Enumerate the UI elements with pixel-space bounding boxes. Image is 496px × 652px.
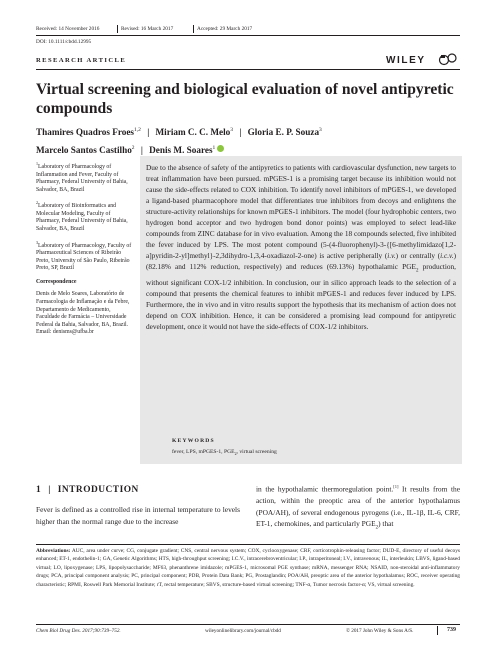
divider [437, 626, 438, 635]
author-name[interactable]: Miriam C. C. Melo [155, 127, 231, 138]
affiliation-item: $^3$Laboratory of Pharmacology, Faculty of Pharmaceutical Sciences of Ribeirão Preto, University of São Paulo, Ribeirão Preto, SP, Brazil [36, 239, 132, 272]
article-title: Virtual screening and biological evaluation of novel antipyretic compounds [36, 81, 454, 117]
article-type: RESEARCH ARTICLE [36, 57, 127, 64]
orcid-icon[interactable] [217, 145, 224, 152]
intro-left-column: Fever is defined as a controlled rise in internal temperature to levels higher than the normal range due to the increase [36, 505, 240, 526]
copyright: © 2017 John Wiley & Sons A/S. [346, 628, 414, 634]
author-name[interactable]: Denis M. Soares [149, 145, 213, 156]
abbreviations: Abbreviations: AUC, area under curve; CG, conjugate gradient; CNS, central nervous system; COX, cyclooxygenase; CRF, corticotrophin-releasing factor; DUD-E, directory of useful decoys enhanced; ET-1, endothelin-1; GA, Genetic Algorithms; HTS, high-throughput screening; I.C.V., intracerebroventricular; I.P., intraperitoneal; I.V., intravenous; IL, interleukin; LBVS, ligand-based virtual; LO, lipoxygenase; LPS, lipopolysaccharide; MF63, phenanthrene imidazole; mPGES-1, microsomal PGE synthase; mRNA, messenger RNA; NSAID, non-steroidal anti-inflammatory drugs; PCA, principal component analysis; PC, principal component; PDB, Protein Data Bank; PG, Prostaglandin; POA/AH, preoptic area of the anterior hypothalamus; ROC, receiver operating characteristic; RPMI, Roswell Park Memorial Institute; rT, rectal temperature; SBVS, structure-based virtual screening; TNF-α, Tumor necrosis factor-α; VS, virtual screening. [36, 548, 460, 588]
section-heading-introduction: 1 | INTRODUCTION [36, 485, 139, 495]
abstract-text: Due to the absence of safety of the antipyretics to patients with cardiovascular dysfunction, new targets to treat inflammation have been pursued. mPGES-1 is a promising target because its inhibition would not cause the side-effects related to COX inhibition. To identify novel inhibitors of mPGES-1, we developed a ligand-based pharmacophore model that differentiates true inhibitors from decoys and enlightens the structure-activity relationships for known mPGES-1 inhibitors. The model (four hydrophobic centers, two hydrogen bond acceptor and two hydrogen bond donor points) was employed to select lead-like compounds from ZINC database for in vivo evaluation. Among the 18 compounds selected, five inhibited the fever induced by LPS. The most potent compound (5-(4-fluorophenyl)-3-{[6-methylimidazo[1,2-a]pyridin-2-yl]methyl}-2,3dihydro-1,3,4-oxadiazol-2-one) is active peripherally (i.v.) or centrally (i.c.v.) (82.18% and 112% reduction, respectively) and reduces (69.13%) hypothalamic $PGE_2$ production, without significant COX-1/2 inhibition. In conclusion, our in silico approach leads to the selection of a compound that presents the chemical features to inhibit mPGES-1 and reduces fever induced by LPS. Furthermore, the in vivo and in vitro results support the hypothesis that its mechanism of action does not depend on COX inhibition. Hence, it can be considered a promising lead compound for antipyretic development, once it would not have the side-effects of COX-1/2 inhibitors. [146, 163, 457, 332]
accepted-date: Accepted: 29 March 2017 [197, 26, 253, 32]
journal-url[interactable]: wileyonlinelibrary.com/journal/cbdd [205, 628, 281, 634]
divider [193, 25, 194, 33]
intro-right-column: in the hypothalamic thermoregulation point.[1] It results from the action, within the preoptic area of the anterior hypothalamus (POA/AH), of several endogenous pyrogens (i.e., IL-1β, IL-6, CRF, ET-1, chemokines, and particularly $PGE_2$) that [256, 484, 460, 531]
footer-rule [36, 624, 460, 625]
affiliations [36, 160, 134, 337]
keywords-heading: KEYWORDS [172, 438, 215, 444]
author-name[interactable]: Thamires Quadros Froes [36, 127, 135, 138]
received-date: Received: 14 November 2016 [36, 26, 100, 32]
author-name[interactable]: Marcelo Santos Castilho [36, 145, 132, 156]
correspondence-text: Denis de Melo Soares, Laboratório de Farmacologia de Inflamação e da Febre, Departamento de Medicamento, Faculdade de Farmácia – Universidade Federal da Bahia, Salvador, BA, Brazil. [36, 291, 130, 328]
author-name[interactable]: Gloria E. P. Souza [247, 127, 320, 138]
header-rule [36, 35, 460, 36]
affiliation-item: $^1$Laboratory of Pharmacology of Inflammation and Fever, Faculty of Pharmacy, Federal University of Bahia, Salvador, BA, Brazil [36, 161, 128, 193]
abbrev-rule [36, 544, 460, 545]
correspondence-email[interactable]: Email: denisms@ufba.br [36, 329, 94, 336]
author-list: Thamires Quadros Froes$^{1,2}$ | Miriam C. C. Melo$^3$ | Gloria E. P. Souza$^3$ Marcelo Santos Castilho$^2$ | Denis M. Soares$^1$ [36, 127, 322, 156]
affiliation-item: $^2$Laboratory of Bioinformatics and Molecular Modeling, Faculty of Pharmacy, Federal University of Bahia, Salvador, BA, Brazil [36, 200, 128, 232]
correspondence-heading: Correspondence [36, 278, 77, 285]
doi: DOI: 10.1111/cbdd.12995 [36, 39, 92, 45]
keywords-text: fever, LPS, mPGES-1, $PGE_2$, virtual screening [172, 449, 277, 457]
journal-citation: Chem Biol Drug Des. 2017;90:739–752. [36, 628, 121, 634]
section-rule [36, 69, 460, 70]
wiley-logo-icon [438, 52, 458, 66]
publisher-name[interactable]: WILEY [386, 55, 426, 66]
divider [117, 25, 118, 33]
page-number: 739 [447, 627, 456, 633]
revised-date: Revised: 16 March 2017 [121, 26, 174, 32]
